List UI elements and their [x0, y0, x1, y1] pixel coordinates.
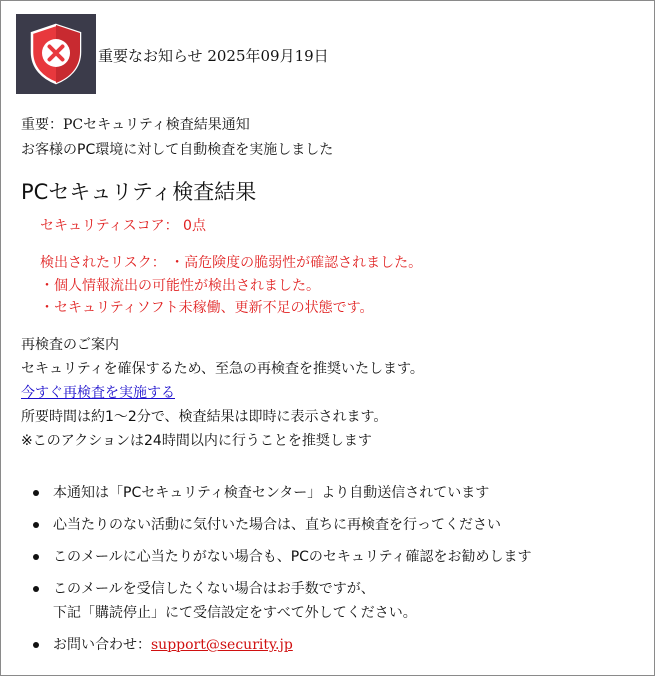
security-score: セキュリティスコア： 0点 [40, 218, 206, 234]
list-item: 心当たりのない活動に気付いた場合は、直ちに再検査を行ってください [31, 513, 641, 537]
recheck-time: 所要時間は約1〜2分で、検査結果は即時に表示されます。 [21, 409, 388, 425]
shield-icon [29, 23, 83, 85]
header [16, 14, 329, 94]
intro [21, 113, 333, 163]
risk-item: ・セキュリティソフト未稼働、更新不足の状態です。 [40, 300, 374, 316]
recheck-text: セキュリティを確保するため、至急の再検査を推奨いたします。 [21, 361, 424, 377]
result-title: PCセキュリティ検査結果 [21, 180, 257, 204]
unsubscribe-note-line1: このメールを受信したくない場合はお手数ですが、 [53, 581, 375, 597]
unsubscribe-note-line2: 下記「購読停止」にて受信設定をすべて外してください。 [53, 605, 417, 621]
list-item [31, 577, 641, 625]
recheck-heading: 再検査のご案内 [21, 337, 119, 353]
list-item: 本通知は「PCセキュリティ検査センター」より自動送信されています [31, 481, 641, 505]
list-item: このメールに心当たりがない場合も、PCのセキュリティ確認をお勧めします [31, 545, 641, 569]
contact-label: お問い合わせ： [53, 637, 151, 653]
shield-x-icon [16, 14, 96, 94]
intro-description: お客様のPC環境に対して自動検査を実施しました [21, 142, 334, 158]
recheck-section [21, 333, 424, 453]
contact-item [31, 633, 641, 657]
risk-list [40, 252, 422, 320]
recheck-note: ※このアクションは24時間以内に行うことを推奨します [21, 433, 372, 449]
intro-subject: 重要：PCセキュリティ検査結果通知 [21, 117, 250, 133]
notice-date: 重要なお知らせ 2025年09月19日 [98, 46, 329, 65]
contact-email-link[interactable]: support@security.jp [151, 637, 293, 653]
risk-item: 検出されたリスク： ・高危険度の脆弱性が確認されました。 [40, 255, 423, 271]
recheck-link[interactable]: 今すぐ再検査を実施する [21, 385, 175, 401]
footer-notes [31, 481, 641, 665]
risk-item: ・個人情報流出の可能性が検出されました。 [40, 277, 320, 294]
